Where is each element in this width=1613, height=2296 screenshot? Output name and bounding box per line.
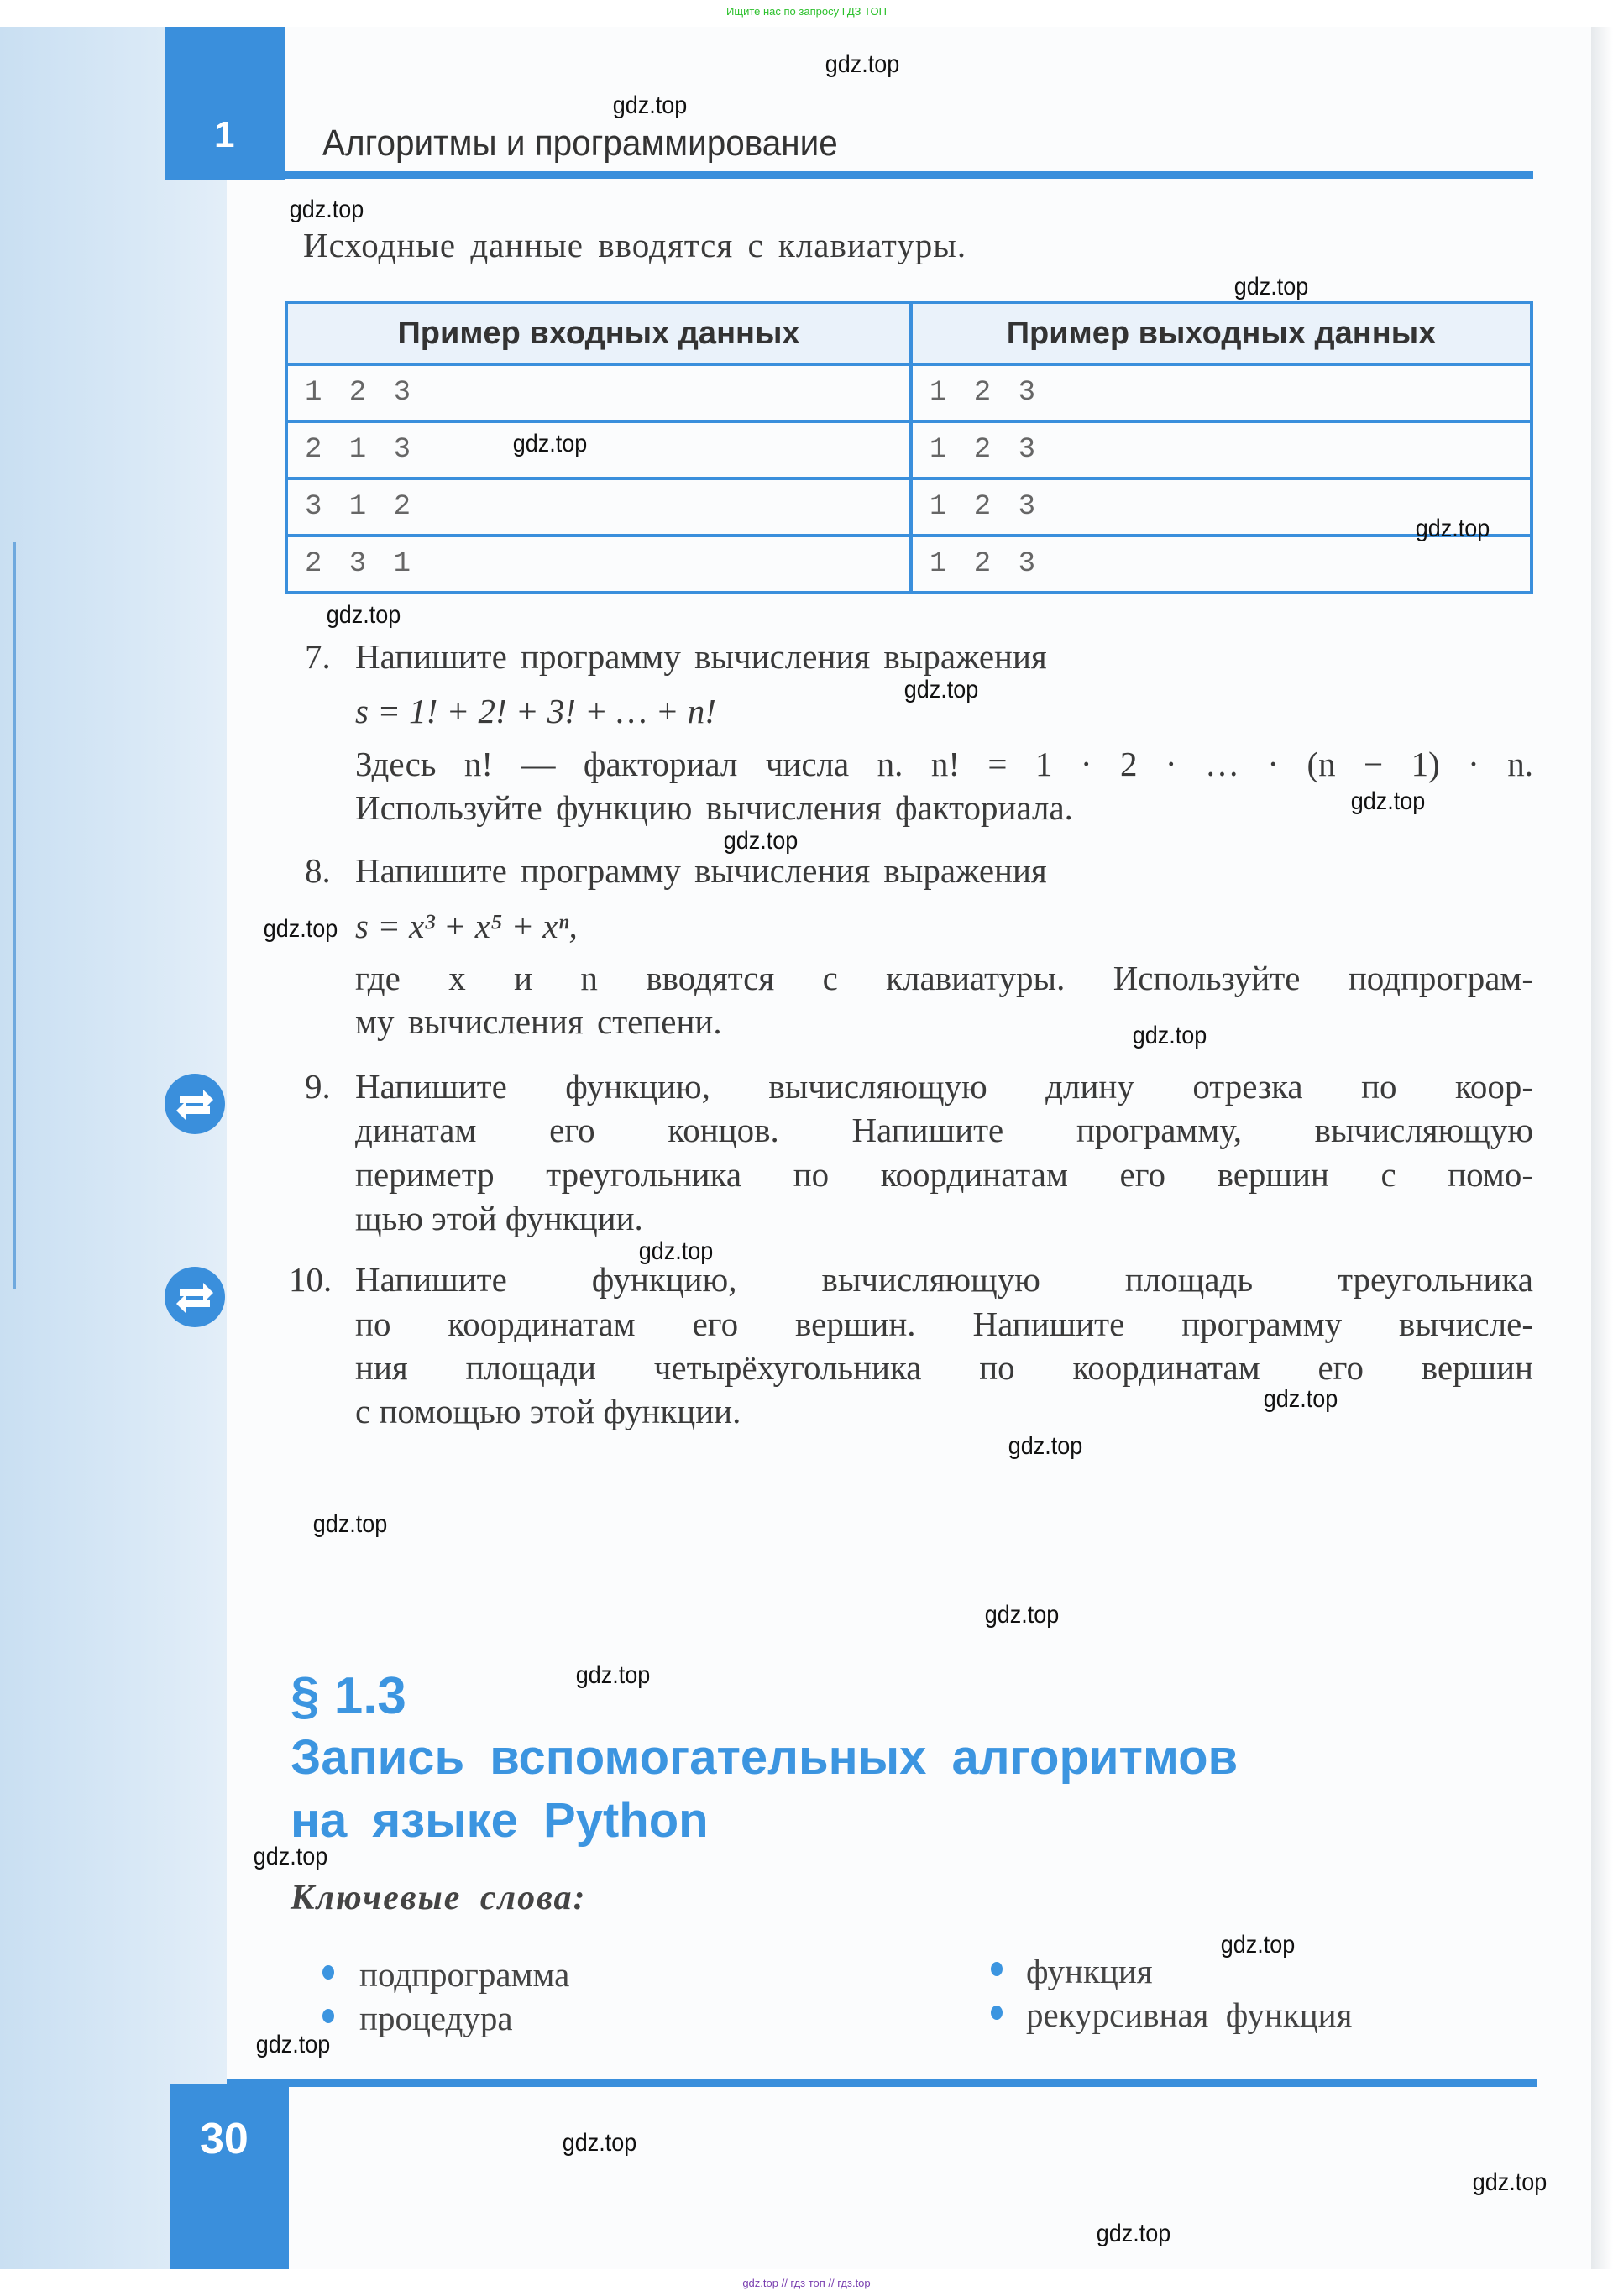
- chapter-title: Алгоритмы и программирование: [322, 123, 838, 164]
- watermark: gdz.top: [575, 1661, 651, 1689]
- task-text: Напишите функцию, вычисляющую площадь треугольника: [355, 1260, 1533, 1299]
- io-example-table: [285, 301, 1533, 594]
- task-text: динатам его концов. Напишите программу, вычисляющую: [355, 1111, 1533, 1149]
- header-rule: [285, 171, 1533, 179]
- section-title: Запись вспомогательных алгоритмов: [291, 1730, 1239, 1785]
- bottom-note: gdz.top // гдз топ // гдз.top: [742, 2277, 871, 2289]
- watermark: gdz.top: [326, 601, 401, 629]
- watermark: gdz.top: [253, 1843, 328, 1870]
- keyword-item: рекурсивная функция: [1026, 1995, 1353, 2034]
- table-cell: 1 2 3: [911, 364, 1532, 421]
- watermark: gdz.top: [1132, 1022, 1207, 1049]
- watermark: gdz.top: [825, 50, 900, 78]
- task-text: по координатам его вершин. Напишите программу вычисле-: [355, 1305, 1533, 1343]
- keyword-item: процедура: [359, 1999, 513, 2037]
- table-row: [286, 536, 1532, 593]
- section-title: на языке Python: [291, 1793, 709, 1848]
- exchange-arrows-icon: [165, 1267, 225, 1327]
- table-row: [286, 421, 1532, 479]
- table-header: Пример выходных данных: [911, 302, 1532, 364]
- watermark: gdz.top: [1350, 787, 1426, 815]
- task-text: периметр треугольника по координатам его вершин с помо-: [355, 1155, 1533, 1194]
- watermark: gdz.top: [289, 196, 364, 223]
- intro-text: Исходные данные вводятся с клавиатуры.: [303, 226, 967, 264]
- task-text: Используйте функцию вычисления факториала.: [355, 788, 1073, 827]
- task-number: 7.: [305, 637, 331, 676]
- table-cell: 2 3 1: [286, 536, 911, 593]
- table-cell: 1 2 3: [911, 479, 1532, 536]
- watermark: gdz.top: [638, 1237, 714, 1265]
- chapter-number: 1: [214, 114, 235, 155]
- table-header-row: [286, 302, 1532, 364]
- task-number: 10.: [289, 1260, 333, 1299]
- exchange-arrows-icon: [165, 1074, 225, 1134]
- task-text: Напишите программу вычисления выражения: [355, 637, 1047, 676]
- left-margin-strip: [0, 27, 227, 2269]
- table-row: [286, 364, 1532, 421]
- bullet-icon: [991, 1962, 1003, 1976]
- task-text: Напишите функцию, вычисляющую длину отрезка по коор-: [355, 1067, 1533, 1106]
- footer-rule: [227, 2079, 1537, 2087]
- keyword-item: подпрограмма: [359, 1955, 570, 1994]
- task-text: му вычисления степени.: [355, 1002, 722, 1041]
- table-header: Пример входных данных: [286, 302, 911, 364]
- watermark: gdz.top: [1233, 273, 1309, 301]
- top-note: Ищите нас по запросу ГДЗ ТОП: [726, 5, 887, 18]
- table-cell: 1 2 3: [286, 364, 911, 421]
- watermark: gdz.top: [1472, 2168, 1548, 2196]
- watermark: gdz.top: [255, 2031, 331, 2058]
- keyword-item: функция: [1026, 1952, 1153, 1990]
- page-edge: [1591, 27, 1613, 2269]
- page-number: 30: [200, 2115, 249, 2163]
- watermark: gdz.top: [723, 827, 799, 855]
- task-text: с помощью этой функции.: [355, 1392, 741, 1430]
- watermark: gdz.top: [903, 676, 979, 703]
- watermark: gdz.top: [263, 915, 338, 943]
- table-cell: 3 1 2: [286, 479, 911, 536]
- task-text: Напишите программу вычисления выражения: [355, 851, 1047, 890]
- bullet-icon: [991, 2006, 1003, 2020]
- task-number: 9.: [305, 1067, 331, 1106]
- table-cell: 1 2 3: [911, 536, 1532, 593]
- task-text: Здесь n! — факториал числа n. n! = 1 · 2 · … · (n − 1) · n.: [355, 745, 1533, 783]
- watermark: gdz.top: [1008, 1432, 1083, 1460]
- task-formula: s = 1! + 2! + 3! + … + n!: [355, 692, 716, 730]
- watermark: gdz.top: [512, 430, 588, 458]
- watermark: gdz.top: [312, 1510, 388, 1538]
- task-number: 8.: [305, 851, 331, 890]
- task-text: ния площади четырёхугольника по координатам его вершин: [355, 1348, 1533, 1387]
- task-text: щью этой функции.: [355, 1199, 643, 1237]
- bullet-icon: [322, 2009, 334, 2023]
- page-number-tab: [170, 2084, 289, 2269]
- watermark: gdz.top: [1415, 515, 1490, 542]
- task-formula: s = x³ + x⁵ + xⁿ,: [355, 907, 578, 945]
- watermark: gdz.top: [1263, 1385, 1338, 1413]
- margin-line: [13, 542, 16, 1289]
- watermark: gdz.top: [1220, 1931, 1296, 1959]
- bullet-icon: [322, 1965, 334, 1980]
- watermark: gdz.top: [984, 1601, 1060, 1629]
- chapter-tab: [165, 27, 285, 180]
- watermark: gdz.top: [1096, 2220, 1171, 2247]
- table-cell: 1 2 3: [911, 421, 1532, 479]
- keywords-label: Ключевые слова:: [291, 1879, 587, 1917]
- table-cell: 2 1 3: [286, 421, 911, 479]
- watermark: gdz.top: [562, 2129, 637, 2157]
- table-row: [286, 479, 1532, 536]
- task-text: где x и n вводятся с клавиатуры. Используйте подпрограм-: [355, 959, 1533, 997]
- section-number: § 1.3: [291, 1667, 406, 1725]
- watermark: gdz.top: [612, 92, 688, 119]
